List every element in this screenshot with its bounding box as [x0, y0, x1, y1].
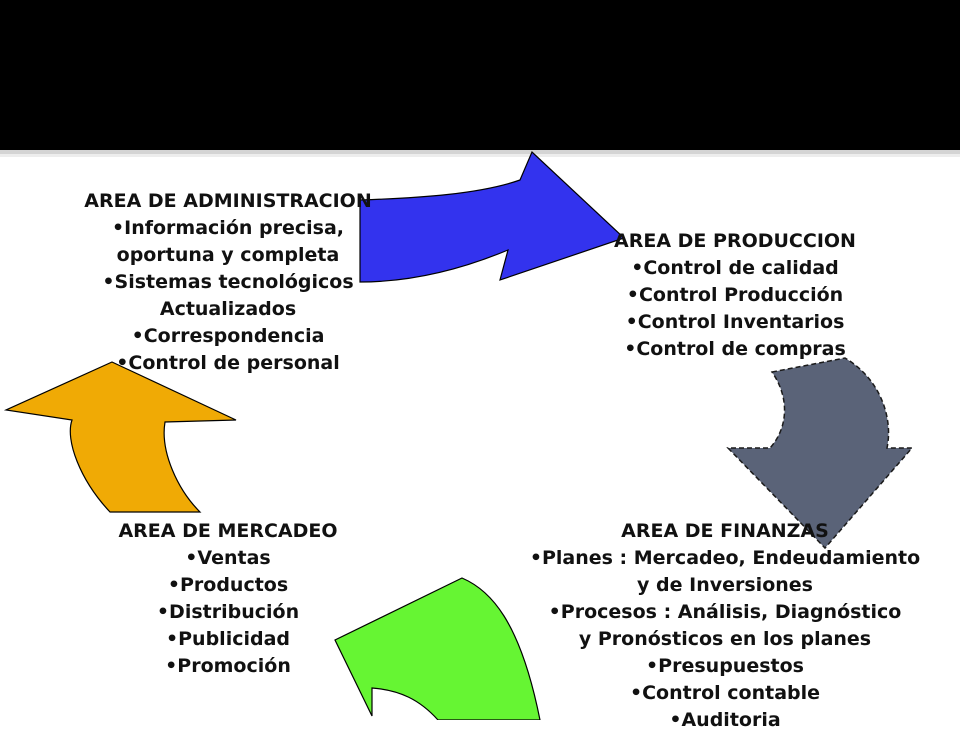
area-administracion-title: AREA DE ADMINISTRACION — [84, 190, 372, 212]
administracion-item: •Control de personal — [116, 352, 340, 374]
area-mercadeo — [78, 518, 378, 680]
area-mercadeo-title: AREA DE MERCADEO — [118, 520, 338, 542]
area-finanzas — [490, 518, 960, 734]
finanzas-item: •Auditoria — [669, 709, 781, 731]
finanzas-item: •Procesos : Análisis, Diagnóstico — [548, 601, 902, 623]
mercadeo-item: •Productos — [167, 574, 289, 596]
area-finanzas-title: AREA DE FINANZAS — [621, 520, 829, 542]
produccion-item: •Control de calidad — [631, 257, 839, 279]
administracion-item: oportuna y completa — [116, 244, 340, 266]
area-produccion — [585, 228, 885, 363]
administracion-item: •Información precisa, — [112, 217, 344, 239]
finanzas-item: •Planes : Mercadeo, Endeudamiento — [529, 547, 921, 569]
finanzas-item: •Presupuestos — [646, 655, 804, 677]
area-produccion-title: AREA DE PRODUCCION — [614, 230, 856, 252]
arrow-mercadeo-to-administracion — [6, 362, 236, 512]
mercadeo-item: •Publicidad — [165, 628, 291, 650]
produccion-item: •Control de compras — [624, 338, 846, 360]
administracion-item: Actualizados — [159, 298, 297, 320]
produccion-item: •Control Producción — [626, 284, 844, 306]
produccion-item: •Control Inventarios — [625, 311, 845, 333]
finanzas-item: •Control contable — [629, 682, 821, 704]
finanzas-item: y Pronósticos en los planes — [578, 628, 872, 650]
area-administracion — [28, 188, 428, 377]
finanzas-item: y de Inversiones — [637, 574, 813, 596]
mercadeo-item: •Distribución — [156, 601, 300, 623]
mercadeo-item: •Promoción — [165, 655, 291, 677]
administracion-item: •Correspondencia — [131, 325, 325, 347]
administracion-item: •Sistemas tecnológicos — [102, 271, 354, 293]
mercadeo-item: •Ventas — [185, 547, 271, 569]
